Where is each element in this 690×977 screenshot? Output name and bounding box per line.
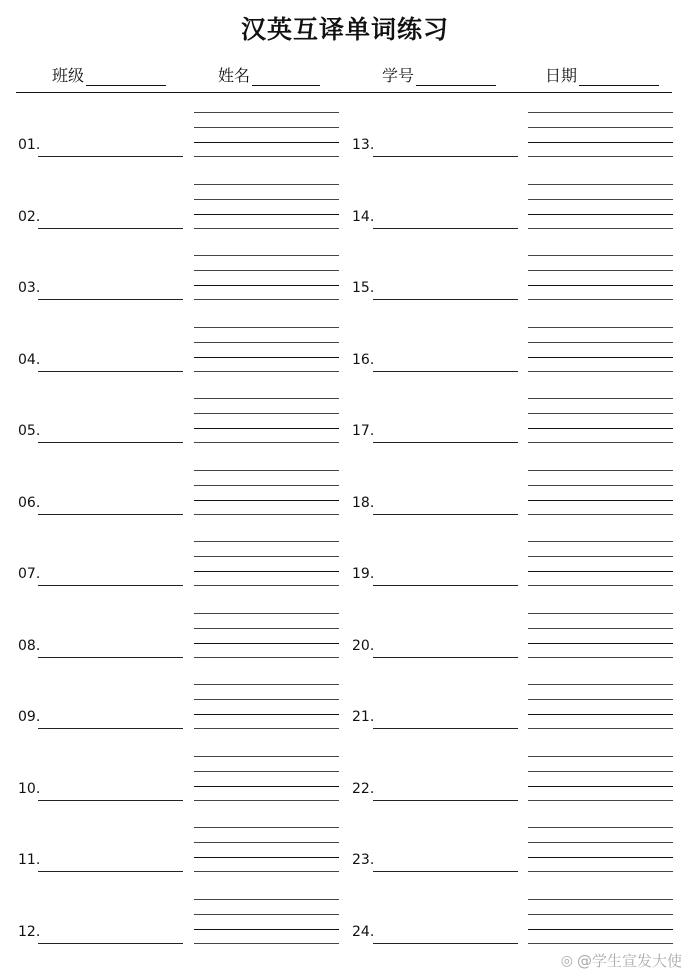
guide-line [194,585,339,586]
guide-line [194,728,339,729]
guide-line [194,270,339,271]
guide-line [194,613,339,614]
item-number: 17. [352,423,375,439]
guide-line [194,657,339,658]
class-label: 班级 [52,66,85,85]
guide-line [528,827,673,828]
item-number: 20. [352,637,375,654]
item-number: 01. [18,137,41,153]
guide-line [194,643,339,644]
item-number: 03. [18,280,41,296]
guide-line [528,699,673,700]
item-number: 12. [18,923,41,940]
guide-line [194,199,339,200]
answer-line[interactable] [373,585,518,586]
item-number: 11. [18,852,41,868]
item-number: 02. [18,208,41,225]
guide-line [194,714,339,715]
guide-line [194,556,339,557]
student-id-label: 学号 [382,66,415,85]
guide-line [194,255,339,256]
guide-line [194,827,339,828]
item-number: 22. [352,780,375,797]
student-id-field [382,63,496,86]
guide-line [194,500,339,501]
guide-line [194,514,339,515]
item-number: 08. [18,637,41,654]
item-number: 19. [352,566,375,582]
guide-line [528,943,673,944]
answer-line[interactable] [38,728,183,729]
weibo-icon: ◎ [560,952,573,969]
guide-line [194,800,339,801]
item-number: 16. [352,351,375,368]
guide-line [528,112,673,113]
guide-line [528,199,673,200]
guide-line [194,442,339,443]
item-number: 14. [352,208,375,225]
answer-line[interactable] [38,943,183,944]
guide-line [528,142,673,143]
answer-line[interactable] [373,728,518,729]
item-number: 24. [352,923,375,940]
guide-line [194,628,339,629]
guide-line [528,786,673,787]
item-number: 15. [352,280,375,296]
answer-line[interactable] [38,657,183,658]
guide-line [194,871,339,872]
guide-line [194,327,339,328]
guide-line [528,771,673,772]
answer-line[interactable] [38,228,183,229]
item-number: 05. [18,423,41,439]
guide-line [528,929,673,930]
guide-line [194,127,339,128]
date-label: 日期 [545,66,578,85]
guide-line [528,756,673,757]
guide-line [528,871,673,872]
guide-line [528,500,673,501]
guide-line [194,357,339,358]
guide-line [528,857,673,858]
guide-line [528,357,673,358]
answer-line[interactable] [373,299,518,300]
guide-line [528,714,673,715]
guide-line [194,914,339,915]
name-field [218,63,320,86]
guide-line [194,156,339,157]
guide-line [194,184,339,185]
guide-line [528,628,673,629]
guide-line [528,571,673,572]
worksheet-title: 汉英互译单词练习 [240,15,449,44]
item-number: 06. [18,494,41,511]
date-blank[interactable] [579,67,659,86]
guide-line [194,842,339,843]
name-label: 姓名 [218,66,251,85]
guide-line [194,470,339,471]
guide-line [528,842,673,843]
answer-line[interactable] [38,585,183,586]
answer-line[interactable] [373,228,518,229]
guide-line [194,899,339,900]
item-number: 13. [352,137,375,153]
guide-line [528,470,673,471]
guide-line [194,413,339,414]
guide-line [528,800,673,801]
guide-line [528,327,673,328]
guide-line [194,228,339,229]
guide-line [528,556,673,557]
answer-line[interactable] [38,800,183,801]
guide-line [528,255,673,256]
item-number: 21. [352,709,375,725]
guide-line [194,786,339,787]
guide-line [528,657,673,658]
guide-line [194,485,339,486]
guide-line [194,756,339,757]
watermark [561,950,682,971]
guide-line [528,156,673,157]
class-field [52,63,166,86]
guide-line [528,585,673,586]
guide-line [528,398,673,399]
guide-line [528,299,673,300]
item-number: 04. [18,351,41,368]
guide-line [528,514,673,515]
answer-line[interactable] [38,514,183,515]
guide-line [528,643,673,644]
guide-line [194,699,339,700]
guide-line [528,270,673,271]
guide-line [194,398,339,399]
item-number: 10. [18,780,41,797]
header-fields [0,63,690,89]
header-divider [16,92,672,93]
guide-line [528,442,673,443]
guide-line [528,541,673,542]
guide-line [528,285,673,286]
item-number: 07. [18,566,41,582]
watermark-text: @学生宣发大使 [576,952,682,970]
guide-line [194,857,339,858]
guide-line [194,371,339,372]
guide-line [194,142,339,143]
answer-line[interactable] [373,943,518,944]
guide-line [528,485,673,486]
item-number: 23. [352,852,375,868]
guide-line [194,112,339,113]
answer-line[interactable] [38,371,183,372]
guide-line [528,613,673,614]
date-field [545,63,659,86]
guide-line [528,342,673,343]
answer-line[interactable] [38,442,183,443]
guide-line [194,214,339,215]
guide-line [194,943,339,944]
guide-line [528,899,673,900]
guide-line [194,771,339,772]
name-blank[interactable] [252,67,320,86]
guide-line [194,571,339,572]
guide-line [528,914,673,915]
guide-line [194,428,339,429]
guide-line [528,184,673,185]
student-id-blank[interactable] [416,67,496,86]
guide-line [528,428,673,429]
guide-line [194,299,339,300]
answer-line[interactable] [373,371,518,372]
answer-line[interactable] [373,514,518,515]
guide-line [194,285,339,286]
guide-line [194,929,339,930]
answer-line[interactable] [38,156,183,157]
guide-line [528,228,673,229]
answer-line[interactable] [373,156,518,157]
guide-line [194,541,339,542]
guide-line [528,728,673,729]
answer-line[interactable] [373,442,518,443]
item-number: 09. [18,709,41,725]
answer-line[interactable] [38,299,183,300]
class-blank[interactable] [86,67,166,86]
guide-line [528,127,673,128]
guide-line [194,684,339,685]
answer-line[interactable] [373,657,518,658]
guide-line [528,684,673,685]
answer-line[interactable] [373,871,518,872]
item-number: 18. [352,494,375,511]
answer-line[interactable] [373,800,518,801]
guide-line [528,413,673,414]
answer-line[interactable] [38,871,183,872]
guide-line [528,371,673,372]
guide-line [194,342,339,343]
guide-line [528,214,673,215]
